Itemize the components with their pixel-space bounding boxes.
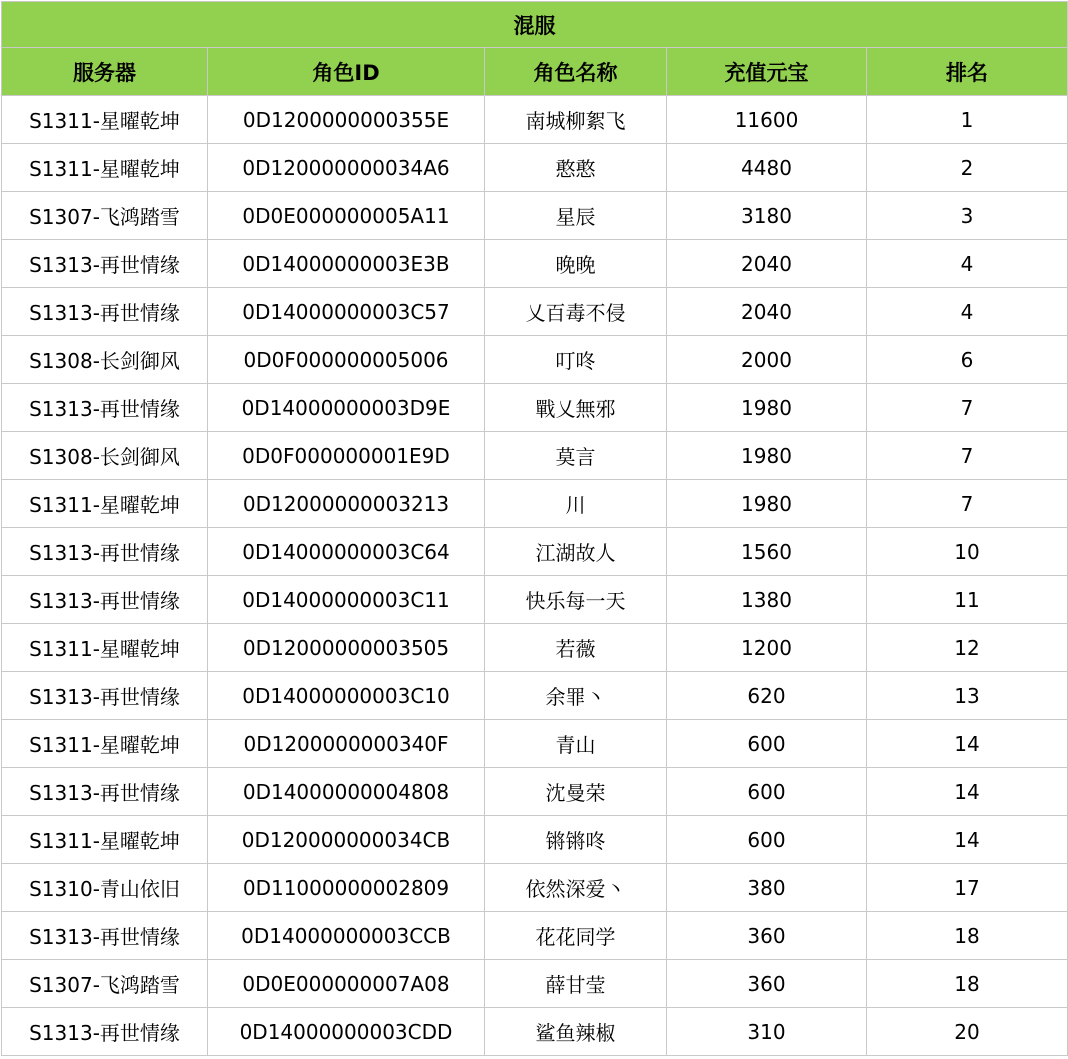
table-row — [2, 576, 1068, 624]
rank-cell: 7 — [867, 384, 1068, 432]
role-id-cell: 0D14000000003C64 — [208, 528, 485, 576]
table-row — [2, 816, 1068, 864]
table-row — [2, 1008, 1068, 1056]
rank-cell: 18 — [867, 912, 1068, 960]
role-id-cell: 0D1200000000340F — [208, 720, 485, 768]
column-header-rank: 排名 — [867, 48, 1068, 96]
role-name-cell: 快乐每一天 — [485, 576, 667, 624]
server-cell: S1313-再世情缘 — [2, 240, 208, 288]
table-row — [2, 960, 1068, 1008]
role-name-cell: 南城柳絮飞 — [485, 96, 667, 144]
table-row — [2, 192, 1068, 240]
role-id-cell: 0D120000000034CB — [208, 816, 485, 864]
recharge-cell: 600 — [667, 816, 867, 864]
column-header-server: 服务器 — [2, 48, 208, 96]
recharge-cell: 360 — [667, 912, 867, 960]
server-cell: S1313-再世情缘 — [2, 768, 208, 816]
rank-cell: 20 — [867, 1008, 1068, 1056]
role-id-cell: 0D1200000000355E — [208, 96, 485, 144]
column-header-role-id: 角色ID — [208, 48, 485, 96]
role-name-cell: 花花同学 — [485, 912, 667, 960]
recharge-cell: 1560 — [667, 528, 867, 576]
rank-cell: 13 — [867, 672, 1068, 720]
server-cell: S1311-星曜乾坤 — [2, 816, 208, 864]
role-id-cell: 0D14000000003C57 — [208, 288, 485, 336]
table-row — [2, 528, 1068, 576]
server-cell: S1311-星曜乾坤 — [2, 624, 208, 672]
rank-cell: 1 — [867, 96, 1068, 144]
role-name-cell: 依然深爱丶 — [485, 864, 667, 912]
role-name-cell: 乂百毒不侵 — [485, 288, 667, 336]
server-cell: S1313-再世情缘 — [2, 1008, 208, 1056]
role-id-cell: 0D14000000004808 — [208, 768, 485, 816]
rank-cell: 10 — [867, 528, 1068, 576]
table-row — [2, 96, 1068, 144]
recharge-cell: 2040 — [667, 288, 867, 336]
recharge-cell: 380 — [667, 864, 867, 912]
server-cell: S1313-再世情缘 — [2, 576, 208, 624]
table-row — [2, 336, 1068, 384]
recharge-cell: 1980 — [667, 432, 867, 480]
rank-cell: 7 — [867, 480, 1068, 528]
server-cell: S1313-再世情缘 — [2, 528, 208, 576]
role-id-cell: 0D0F000000005006 — [208, 336, 485, 384]
role-id-cell: 0D12000000003505 — [208, 624, 485, 672]
recharge-cell: 600 — [667, 720, 867, 768]
rank-cell: 3 — [867, 192, 1068, 240]
rank-cell: 4 — [867, 240, 1068, 288]
table-row — [2, 480, 1068, 528]
recharge-cell: 600 — [667, 768, 867, 816]
role-name-cell: 星辰 — [485, 192, 667, 240]
column-header-recharge-ingots: 充值元宝 — [667, 48, 867, 96]
recharge-cell: 1380 — [667, 576, 867, 624]
table-title: 混服 — [2, 2, 1068, 48]
role-id-cell: 0D14000000003C10 — [208, 672, 485, 720]
recharge-cell: 11600 — [667, 96, 867, 144]
table-row — [2, 912, 1068, 960]
recharge-cell: 2000 — [667, 336, 867, 384]
role-name-cell: 若薇 — [485, 624, 667, 672]
table-row — [2, 288, 1068, 336]
role-id-cell: 0D0F000000001E9D — [208, 432, 485, 480]
server-cell: S1308-长剑御风 — [2, 336, 208, 384]
table-title-row — [2, 2, 1068, 48]
rank-cell: 7 — [867, 432, 1068, 480]
rank-cell: 14 — [867, 768, 1068, 816]
role-name-cell: 叮咚 — [485, 336, 667, 384]
server-cell: S1307-飞鸿踏雪 — [2, 192, 208, 240]
role-name-cell: 晚晚 — [485, 240, 667, 288]
server-cell: S1307-飞鸿踏雪 — [2, 960, 208, 1008]
recharge-cell: 1980 — [667, 384, 867, 432]
table-row — [2, 144, 1068, 192]
role-id-cell: 0D14000000003E3B — [208, 240, 485, 288]
table-row — [2, 384, 1068, 432]
role-id-cell: 0D120000000034A6 — [208, 144, 485, 192]
role-id-cell: 0D14000000003C11 — [208, 576, 485, 624]
recharge-cell: 1980 — [667, 480, 867, 528]
ranking-table — [1, 1, 1068, 1056]
role-name-cell: 青山 — [485, 720, 667, 768]
table-row — [2, 720, 1068, 768]
role-name-cell: 锵锵咚 — [485, 816, 667, 864]
role-name-cell: 沈曼荣 — [485, 768, 667, 816]
rank-cell: 4 — [867, 288, 1068, 336]
recharge-cell: 620 — [667, 672, 867, 720]
server-cell: S1311-星曜乾坤 — [2, 96, 208, 144]
rank-cell: 17 — [867, 864, 1068, 912]
role-id-cell: 0D14000000003D9E — [208, 384, 485, 432]
role-id-cell: 0D11000000002809 — [208, 864, 485, 912]
recharge-cell: 2040 — [667, 240, 867, 288]
role-name-cell: 憨憨 — [485, 144, 667, 192]
role-name-cell: 戰乂無邪 — [485, 384, 667, 432]
server-cell: S1311-星曜乾坤 — [2, 480, 208, 528]
server-cell: S1311-星曜乾坤 — [2, 720, 208, 768]
server-cell: S1313-再世情缘 — [2, 288, 208, 336]
rank-cell: 2 — [867, 144, 1068, 192]
table-body — [2, 96, 1068, 1056]
role-name-cell: 莫言 — [485, 432, 667, 480]
rank-cell: 14 — [867, 720, 1068, 768]
server-cell: S1313-再世情缘 — [2, 672, 208, 720]
recharge-cell: 1200 — [667, 624, 867, 672]
server-cell: S1313-再世情缘 — [2, 384, 208, 432]
role-name-cell: 余罪丶 — [485, 672, 667, 720]
table-row — [2, 864, 1068, 912]
recharge-cell: 360 — [667, 960, 867, 1008]
role-name-cell: 川 — [485, 480, 667, 528]
rank-cell: 12 — [867, 624, 1068, 672]
server-cell: S1308-长剑御风 — [2, 432, 208, 480]
role-id-cell: 0D12000000003213 — [208, 480, 485, 528]
recharge-cell: 3180 — [667, 192, 867, 240]
server-cell: S1313-再世情缘 — [2, 912, 208, 960]
role-id-cell: 0D0E000000007A08 — [208, 960, 485, 1008]
rank-cell: 11 — [867, 576, 1068, 624]
table-row — [2, 672, 1068, 720]
role-name-cell: 江湖故人 — [485, 528, 667, 576]
role-id-cell: 0D14000000003CCB — [208, 912, 485, 960]
rank-cell: 14 — [867, 816, 1068, 864]
recharge-cell: 310 — [667, 1008, 867, 1056]
rank-cell: 6 — [867, 336, 1068, 384]
column-header-role-name: 角色名称 — [485, 48, 667, 96]
table-header-row — [2, 48, 1068, 96]
table-row — [2, 624, 1068, 672]
rank-cell: 18 — [867, 960, 1068, 1008]
role-name-cell: 薛甘莹 — [485, 960, 667, 1008]
table-row — [2, 432, 1068, 480]
server-cell: S1311-星曜乾坤 — [2, 144, 208, 192]
role-id-cell: 0D14000000003CDD — [208, 1008, 485, 1056]
recharge-cell: 4480 — [667, 144, 867, 192]
server-cell: S1310-青山依旧 — [2, 864, 208, 912]
table-row — [2, 768, 1068, 816]
table-row — [2, 240, 1068, 288]
role-name-cell: 鲨鱼辣椒 — [485, 1008, 667, 1056]
role-id-cell: 0D0E000000005A11 — [208, 192, 485, 240]
